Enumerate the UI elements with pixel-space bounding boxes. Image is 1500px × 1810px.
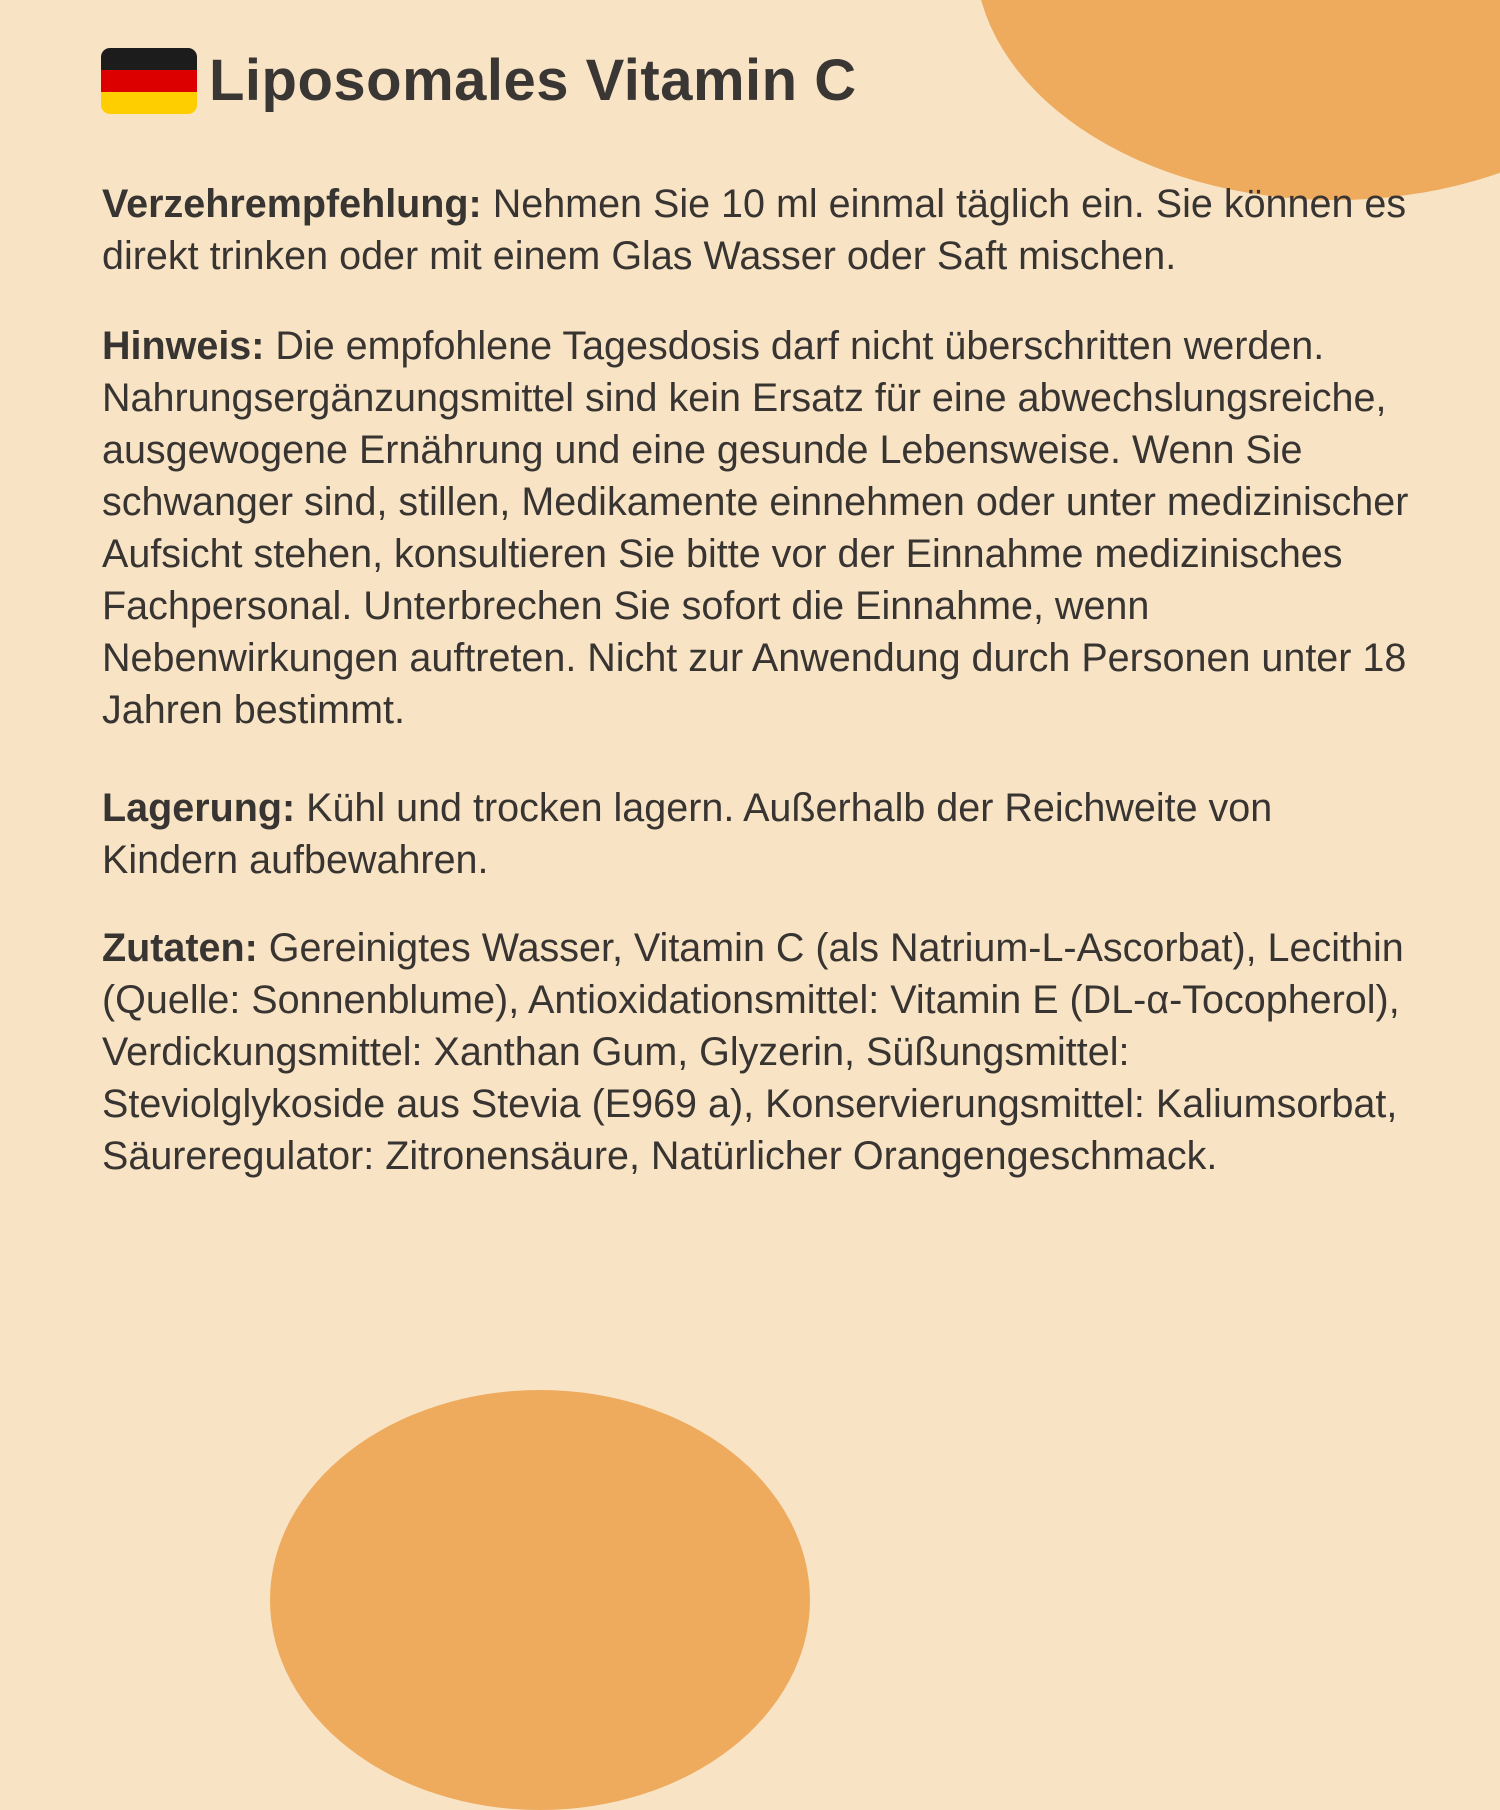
- storage-section: [102, 782, 1412, 886]
- ingredients-label: Zutaten:: [102, 926, 258, 970]
- note-section: [102, 320, 1412, 736]
- decorative-circle-bottom: [270, 1390, 810, 1810]
- note-text: Die empfohlene Tagesdosis darf nicht überschritten werden. Nahrungsergänzungsmittel sind kein Ersatz für eine abwechslungsreiche, ausgewogene Ernährung und eine gesunde Lebensweise. Wenn Sie schwanger sind, stillen, Medikamente einnehmen oder unter medizinischer Aufsicht stehen, konsultieren Sie bitte vor der Einnahme medizinisches Fachpersonal. Unterbrechen Sie sofort die Einnahme, wenn Nebenwirkungen auftreten. Nicht zur Anwendung durch Personen unter 18 Jahren bestimmt.: [102, 324, 1409, 732]
- page-title: Liposomales Vitamin C: [209, 48, 857, 113]
- storage-label: Lagerung:: [102, 786, 296, 830]
- product-info: [102, 178, 1412, 1182]
- flag-stripe-red: [101, 70, 197, 92]
- page-header: [101, 48, 857, 114]
- usage-recommendation-section: [102, 178, 1412, 282]
- ingredients-text: Gereinigtes Wasser, Vitamin C (als Natrium-L-Ascorbat), Lecithin (Quelle: Sonnenblume), Antioxidationsmittel: Vitamin E (DL-α-Tocopherol), Verdickungsmittel: Xanthan Gum, Glyzerin, Süßungsmittel: Steviolglykoside aus Stevia (E969 a), Konservierungsmittel: Kaliumsorbat, Säureregulator: Zitronensäure, Natürlicher Orangengeschmack.: [102, 926, 1404, 1178]
- usage-recommendation-label: Verzehrempfehlung:: [102, 182, 482, 226]
- flag-stripe-black: [101, 48, 197, 70]
- usage-recommendation-text: Nehmen Sie 10 ml einmal täglich ein. Sie können es direkt trinken oder mit einem Glas Wasser oder Saft mischen.: [102, 182, 1407, 278]
- note-label: Hinweis:: [102, 324, 265, 368]
- storage-text: Kühl und trocken lagern. Außerhalb der Reichweite von Kindern aufbewahren.: [102, 786, 1273, 882]
- decorative-circle-top-right: [975, 0, 1500, 200]
- germany-flag-icon: [101, 48, 197, 114]
- ingredients-section: [102, 922, 1412, 1182]
- flag-stripe-gold: [101, 92, 197, 114]
